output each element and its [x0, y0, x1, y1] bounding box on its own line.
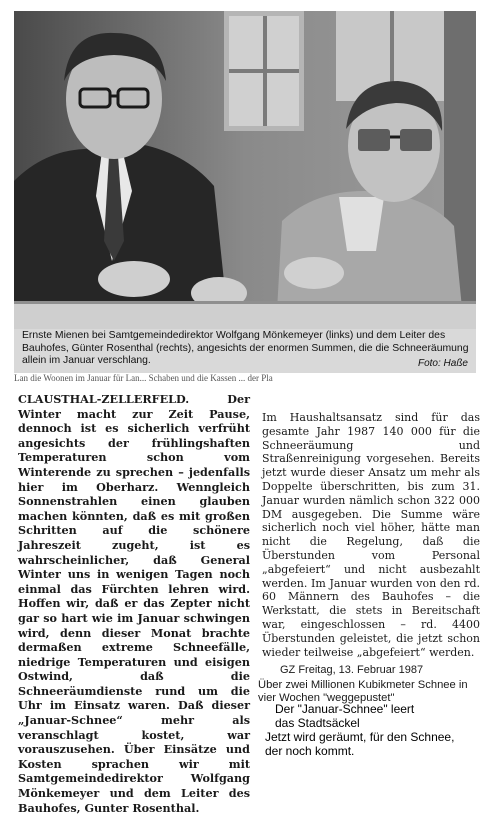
note-line-4: der noch kommt. — [265, 744, 355, 758]
note-line-3: Jetzt wird geräumt, für den Schnee, — [265, 730, 455, 744]
photo-illustration — [14, 11, 476, 329]
article-body-column — [262, 411, 480, 659]
article-body-text: Im Haushaltsansatz sind für das gesamte Jahr 1987 140 000 für die Schneeräumung und Straßenreinigung vorgesehen. Bereits jetzt wurde dieser Ansatz um mehr als Doppelte überschritten, bis zum 31. Januar wurden nämlich schon 322 000 DM ausgegeben. Die Summe wäre sicherlich noch viel höher, hätte man nicht die Regelung, daß die Überstunden vom Personal „abgefeiert“ und nicht ausbezahlt werden. Im Januar wurden von den rd. 60 Männern des Bauhofes – die Werkstatt, die stets in Bereitschaft war, eingeschlossen – rd. 4400 Überstunden geleistet, die jetzt schon wieder teilweise „abgefeiert“ werden. — [262, 411, 480, 659]
caption-text: Ernste Mienen bei Samtgemeindedirektor Wolfgang Mönkemeyer (links) und dem Leiter des Bauhofes, Günter Rosenthal (rechts), angesichts der enormen Summen, die die Schneeräumung allein im Januar verschlang. — [22, 330, 469, 367]
clipped-text-line: Lan die Woonen im Januar für Lan... Schaben und die Kassen ... der Pla — [14, 374, 273, 382]
article-intro-text: Der Winter macht zur Zeit Pause, dennoch ist es sicherlich verfrüht angesichts der frühlingshaften Temperaturen schon vom Winterende zu sprechen – jedenfalls hier im Oberharz. Wenngleich Sonnenstrahlen einen glauben machen könnten, daß es mit großen Schritten auf die schönere Jahreszeit zugeht, ist es wahrscheinlicher, daß General Winter uns in wenigen Tagen noch einmal das Fürchten lehren wird. Hoffen wir, daß er das Zepter nicht gar so hart wie im Januar schwingen wird, denn dieser Monat brachte dermaßen extreme Schneefälle, niedrige Temperaturen und eisigen Ostwind, daß die Schneeräumdienste rund um die Uhr im Einsatz waren. Daß dieser „Januar-Schnee“ mehr als veranschlagt kostet, war vorauszusehen. Über Einsätze und Kosten sprachen wir mit Samtgemeindedirektor Wolfgang Mönkemeyer und dem Leiter des Bauhofes, Gunter Rosenthal. — [18, 392, 250, 815]
note-line-2: das Stadtsäckel — [275, 716, 360, 730]
article-dateline: CLAUSTHAL-ZELLERFELD. — [18, 392, 190, 406]
news-photo — [14, 11, 476, 329]
photo-caption — [14, 329, 476, 373]
source-title: Über zwei Millionen Kubikmeter Schnee in vier Wochen "weggepustet" — [258, 679, 468, 704]
photo-credit: Foto: Haße — [417, 358, 468, 370]
source-line: GZ Freitag, 13. Februar 1987 — [280, 664, 424, 676]
article-intro-column — [18, 392, 250, 815]
note-line-1: Der "Januar-Schnee" leert — [275, 702, 415, 716]
